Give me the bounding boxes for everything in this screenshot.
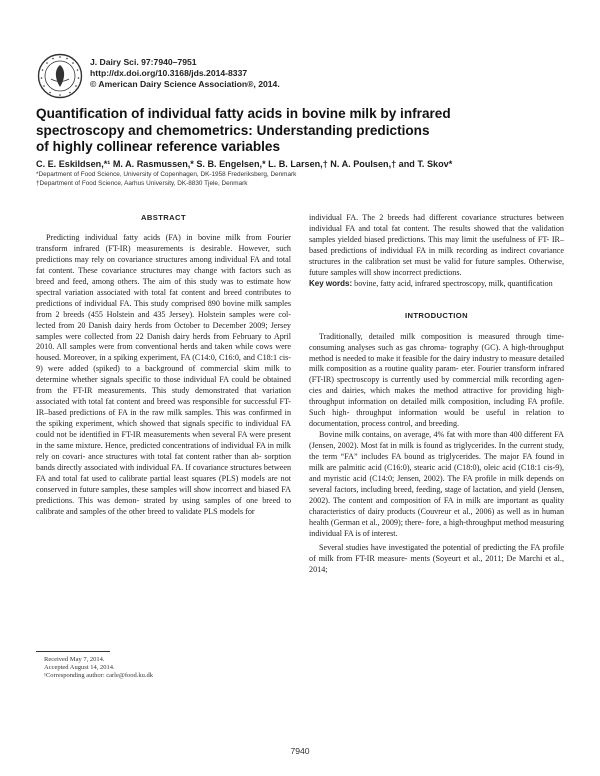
abstract-continued: individual FA. The 2 breeds had different covariance structures between individual FA and total fat content. The results showed that the validation samples yielded biased predictions. This may limit the usefulness of FT- IR–based predictions of individual FA in milk recording as indirect covariance structures in the calibration set must be valid for future samples. Otherwise, future samples will show incorrect predictions. — [309, 213, 565, 277]
title-line: of highly collinear reference variables — [36, 139, 281, 154]
author-list: C. E. Eskildsen,*¹ M. A. Rasmussen,* S. B. Engelsen,* L. B. Larsen,† N. A. Poulsen,† and T. Skov* — [36, 159, 453, 169]
intro-paragraph: Bovine milk contains, on average, 4% fat with more than 400 different FA (Jensen, 2002). Most fat in milk is found as triglycerides. In the current study, the term “FA” includes FA bound as triglycerides. The major FA found in milk are palmitic acid (C16:0), stearic acid (C18:0), oleic acid (C18:1 cis-9), and myristic acid (C14:0; Jensen, 2002). The FA profile in milk depends on several factors, including breed, feeding, stage of lactation, and yield (Jensen, 2002). The content and composition of FA in milk are important as quality characteristics of dairy products (Couvreur et al., 2006) as well as in human health (German et al., 2009); there- fore, a high-throughput method measuring individual FA is of interest. — [309, 430, 565, 538]
copyright: © American Dairy Science Association®, 2014. — [90, 79, 280, 89]
affiliation: †Department of Food Science, Aarhus University, DK-8830 Tjele, Denmark — [36, 180, 248, 187]
corresponding-author: ¹Corresponding author: carle@food.ku.dk — [44, 672, 154, 680]
abstract-column — [36, 213, 291, 518]
keywords-label: Key words: — [309, 278, 353, 288]
abstract-body: Predicting individual fatty acids (FA) in bovine milk from Fourier transform infrared (FT-IR) measurements is desirable. However, such predictions may rely on covariance structures among individual FA and total fat content. These covariance structures may change with factors such as breed and feed, among others. The aim of this study was to estimate how spectral variation associated with total fat content and breed contributes to predictions of individual FA. This study comprised 890 bovine milk samples from 2 breeds (455 Holstein and 435 Jersey). Holstein samples were col- lected from 20 Danish dairy herds from October to December 2009; Jersey samples were collected from 22 Danish dairy herds from February to April 2010. All samples were from conventional herds and taken while cows were housed. Moreover, in a spiking experiment, FA (C14:0, C16:0, and C18:1 cis-9) were added (spiked) to a background of commercial skim milk to determine whether signals specific to those individual FA could be obtained from the FT-IR measurements. This study demonstrated that variation associated with total fat content and breed was responsible for successful FT- IR–based predictions of FA in the raw milk samples. This was confirmed in the spiking experiment, which showed that signals specific to individual FA could not be identified in FT-IR measurements when several FA were present in the same mixture. Hence, predicted concentrations of individual FA in milk rely on covari- ance structures with total fat content rather than ab- sorption bands directly associated with individual FA. If covariance structures between FA and total fat used to calibrate partial least squares (PLS) models are not conserved in future samples, these samples will show incorrect and biased FA predictions. This was demon- strated by using samples of one breed to calibrate and samples of the other breed to validate PLS models for — [36, 232, 292, 516]
abstract-heading: ABSTRACT — [141, 213, 186, 222]
affiliation: *Department of Food Science, University of Copenhagen, DK-1958 Frederiksberg, Denmark — [36, 171, 297, 178]
doi-link[interactable]: http://dx.doi.org/10.3168/jds.2014-8337 — [90, 68, 248, 78]
introduction-heading: INTRODUCTION — [404, 310, 468, 320]
title-line: spectroscopy and chemometrics: Understanding predictions — [36, 122, 430, 138]
journal-header — [90, 57, 280, 90]
keywords: Key words: bovine, fatty acid, infrared spectroscopy, milk, quantification — [309, 278, 553, 288]
adsa-seal-logo — [37, 53, 83, 99]
received-date: Received May 7, 2014. — [44, 656, 105, 663]
footnotes — [36, 656, 153, 680]
intro-paragraph: Traditionally, detailed milk composition is measured through time-consuming analyses such as gas chroma- tography (GC). A high-throughput method is needed to make it feasible for the dairy industry to measure detailed milk composition as a routine quality param- eter. Fourier transform infrared (FT-IR) spectroscopy is currently used by commercial milk recording agen- cies and dairies, which makes the method attractive for providing high-throughput information on detailed milk composition, including FA profile. Such high- throughput information would be useful in relation to documentation, process control, and breeding. — [309, 331, 565, 429]
footnote-divider — [36, 651, 110, 652]
page-number: 7940 — [290, 746, 310, 756]
article-title — [36, 106, 556, 156]
citation: J. Dairy Sci. 97:7940–7951 — [90, 57, 197, 67]
right-column — [309, 213, 564, 576]
accepted-date: Accepted August 14, 2014. — [44, 664, 115, 672]
title-line: Quantification of individual fatty acids in bovine milk by infrared — [36, 106, 451, 121]
intro-paragraph: Several studies have investigated the potential of predicting the FA profile of milk from FT-IR measure- ments (Soyeurt et al., 2011; De Marchi et al., 2014; — [309, 542, 565, 574]
